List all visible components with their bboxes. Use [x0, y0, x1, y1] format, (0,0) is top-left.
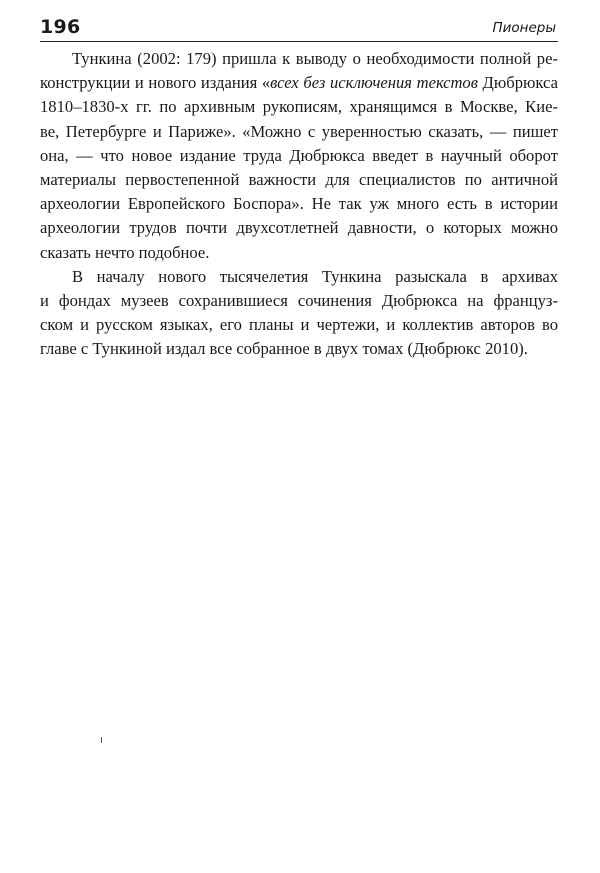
scan-speck	[101, 737, 102, 743]
italic-quote: всех без исключения текстов	[270, 73, 478, 93]
text-line: ве, Петербурге и Париже». «Можно с уверенностью сказать, — пишет	[40, 121, 558, 141]
text-line: главе с Тункиной издал все собранное в двух томах (Дюбрюкс 2010).	[40, 339, 528, 359]
text-line: археологии Европейского Боспора». Не так уж много есть в истории	[40, 194, 558, 214]
text-line: сказать нечто подобное.	[40, 242, 210, 262]
text-line: и фондах музеев сохранившиеся сочинения Дюбрюкса на француз-	[40, 290, 558, 310]
body-text	[40, 47, 558, 361]
text-line: ском и русском языках, его планы и чертежи, и коллектив авторов во	[40, 315, 558, 335]
paragraph-1	[40, 47, 558, 265]
header-rule	[40, 41, 558, 42]
section-title: Пионеры	[492, 20, 556, 36]
text-line: 1810–1830-х гг. по архивным рукописям, хранящимся в Москве, Кие-	[40, 97, 558, 117]
text-line: она, — что новое издание труда Дюбрюкса введет в научный оборот	[40, 145, 558, 165]
text-line: археологии трудов почти двухсотлетней давности, о которых можно	[40, 218, 558, 238]
text-line: Тункина (2002: 179) пришла к выводу о необходимости полной ре-	[72, 49, 558, 68]
page-number: 196	[40, 16, 81, 38]
paragraph-2	[40, 265, 558, 362]
text-line: В началу нового тысячелетия Тункина разыскала в архивах	[72, 266, 558, 286]
text-line: материалы первостепенной важности для специалистов по античной	[40, 169, 558, 189]
running-head	[40, 14, 558, 40]
text-line: конструкции и нового издания «всех без исключения текстов Дюбрюкса	[40, 73, 558, 93]
